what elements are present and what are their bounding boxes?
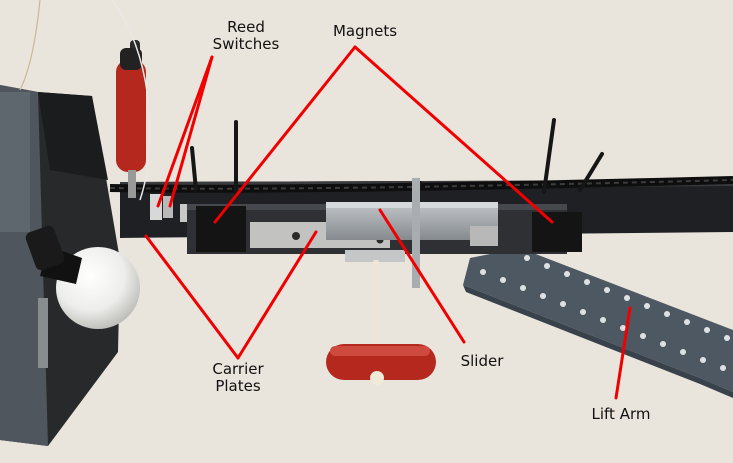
label-magnets: Magnets bbox=[332, 22, 398, 40]
carrier-label-line2: Plates bbox=[215, 377, 261, 395]
label-slider: Slider bbox=[460, 352, 504, 370]
label-lift-arm: Lift Arm bbox=[591, 405, 651, 423]
label-reed-switches bbox=[207, 19, 285, 53]
reed-label-line1: Reed bbox=[227, 18, 265, 36]
reed-label-line2: Switches bbox=[212, 35, 280, 53]
label-carrier-plates bbox=[203, 361, 273, 395]
carrier-label-line1: Carrier bbox=[212, 360, 264, 378]
